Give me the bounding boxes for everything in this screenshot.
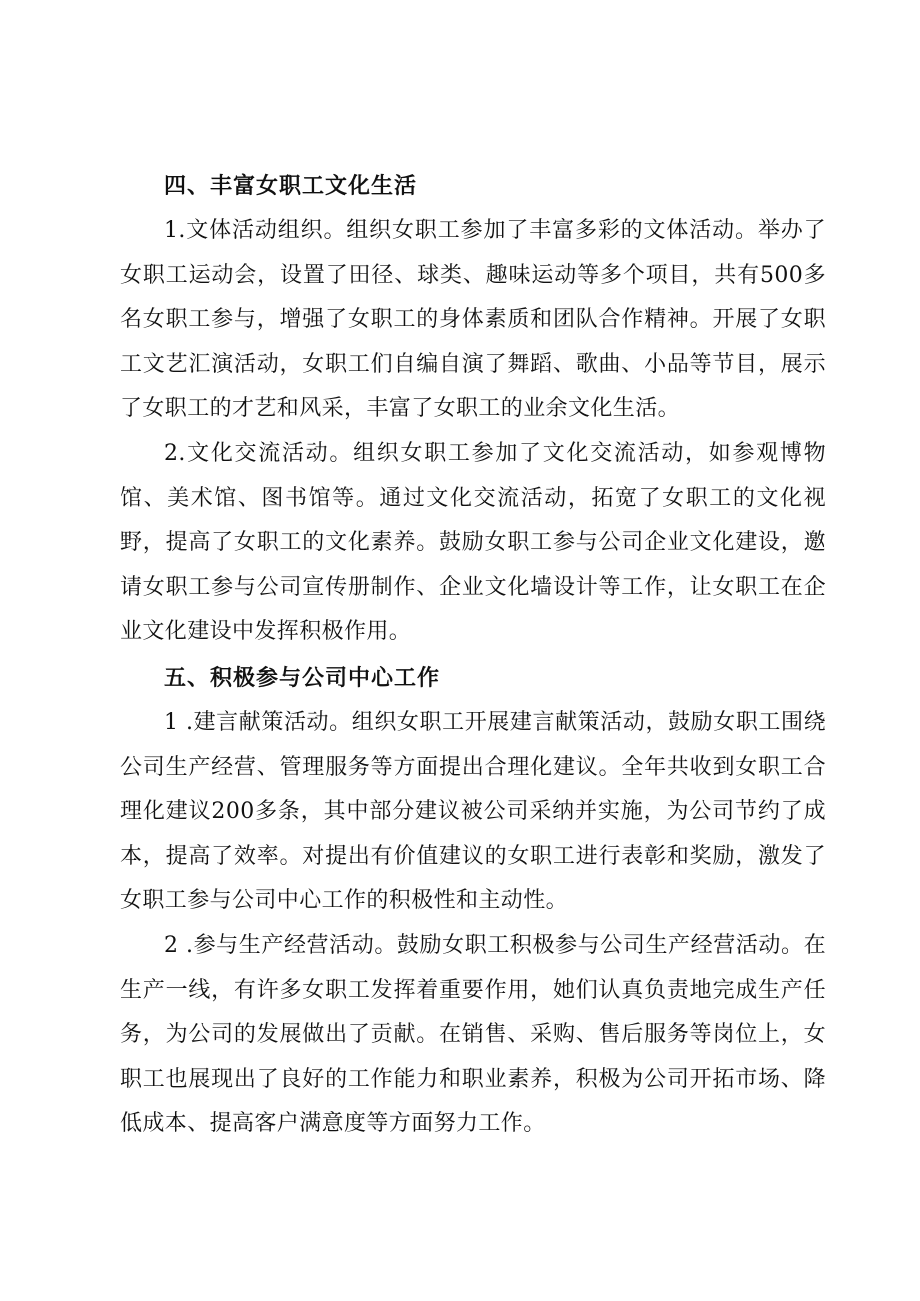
document-body [120, 165, 826, 1147]
paragraph-suggestions: 1 .建言献策活动。组织女职工开展建言献策活动，鼓励女职工围绕公司生产经营、管理服务等方面提出合理化建议。全年共收到女职工合理化建议200多条，其中部分建议被公司采纳并实施，为公司节约了成本，提高了效率。对提出有价值建议的女职工进行表彰和奖励，激发了女职工参与公司中心工作的积极性和主动性。 [120, 709, 826, 914]
paragraph-production: 2 .参与生产经营活动。鼓励女职工积极参与公司生产经营活动。在生产一线，有许多女职工发挥着重要作用，她们认真负责地完成生产任务，为公司的发展做出了贡献。在销售、采购、售后服务等岗位上，女职工也展现出了良好的工作能力和职业素养，积极为公司开拓市场、降低成本、提高客户满意度等方面努力工作。 [120, 932, 826, 1137]
section-heading-4: 四、丰富女职工文化生活 [164, 174, 418, 199]
paragraph-cultural-exchange: 2.文化交流活动。组织女职工参加了文化交流活动，如参观博物馆、美术馆、图书馆等。通过文化交流活动，拓宽了女职工的文化视野，提高了女职工的文化素养。鼓励女职工参与公司企业文化建设，邀请女职工参与公司宣传册制作、企业文化墙设计等工作，让女职工在企业文化建设中发挥积极作用。 [120, 440, 826, 645]
section-heading-5: 五、积极参与公司中心工作 [164, 665, 441, 691]
paragraph-sports-activities: 1.文体活动组织。组织女职工参加了丰富多彩的文体活动。举办了女职工运动会，设置了田径、球类、趣味运动等多个项目，共有500多名女职工参与，增强了女职工的身体素质和团队合作精神。开展了女职工文艺汇演活动，女职工们自编自演了舞蹈、歌曲、小品等节目，展示了女职工的才艺和风采，丰富了女职工的业余文化生活。 [120, 218, 826, 422]
